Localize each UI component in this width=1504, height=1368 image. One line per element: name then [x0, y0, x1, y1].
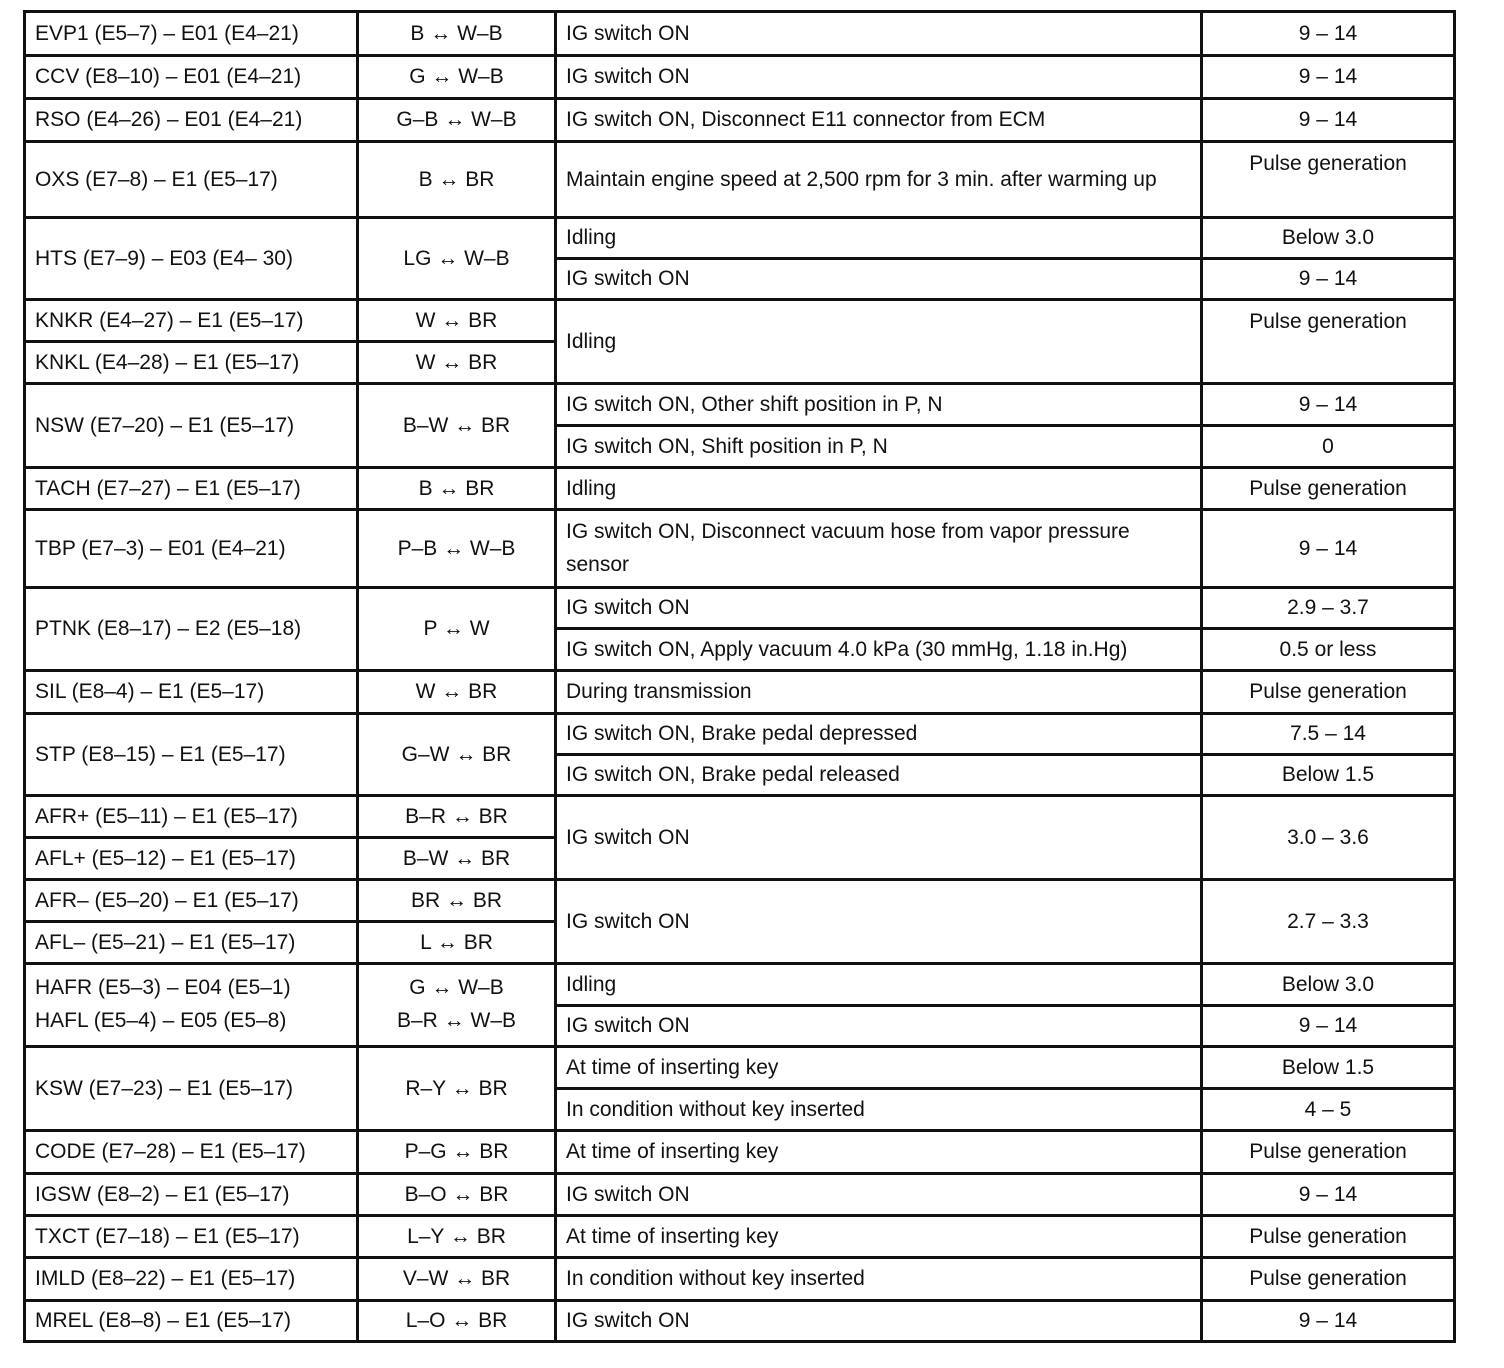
terminal-line: HAFL (E5–4) – E05 (E5–8) [35, 1009, 287, 1032]
condition-cell: IG switch ON [556, 56, 1202, 99]
table-row [25, 1047, 1455, 1089]
table-row [25, 1216, 1455, 1258]
spec-cell: 4 – 5 [1202, 1089, 1455, 1131]
table-row [25, 1301, 1455, 1342]
spec-cell: Pulse generation [1202, 1216, 1455, 1258]
table-row [25, 99, 1455, 142]
terminal-cell: TACH (E7–27) – E1 (E5–17) [25, 468, 358, 510]
table-row [25, 1131, 1455, 1174]
wiring-color-cell: B–R ↔ BR [358, 796, 556, 838]
condition-cell: In condition without key inserted [556, 1089, 1202, 1131]
condition-cell: IG switch ON [556, 1174, 1202, 1216]
spec-cell: 2.7 – 3.3 [1202, 880, 1455, 964]
condition-cell: IG switch ON [556, 12, 1202, 56]
table-row [25, 142, 1455, 218]
spec-cell: 0.5 or less [1202, 629, 1455, 671]
terminal-cell: RSO (E4–26) – E01 (E4–21) [25, 99, 358, 142]
terminal-cell: CCV (E8–10) – E01 (E4–21) [25, 56, 358, 99]
table-row [25, 300, 1455, 342]
terminal-line: HAFR (E5–3) – E04 (E5–1) [35, 976, 291, 1000]
spec-cell: Pulse generation [1202, 142, 1455, 218]
spec-cell: 7.5 – 14 [1202, 714, 1455, 755]
table-row [25, 384, 1455, 426]
wiring-color-cell: G–W ↔ BR [358, 714, 556, 796]
wiring-line: B–R ↔ W–B [396, 1009, 517, 1032]
spec-cell: 9 – 14 [1202, 1006, 1455, 1047]
terminal-cell: TXCT (E7–18) – E1 (E5–17) [25, 1216, 358, 1258]
wiring-color-cell: L–Y ↔ BR [358, 1216, 556, 1258]
spec-cell: Pulse generation [1202, 468, 1455, 510]
terminal-cell: AFL+ (E5–12) – E1 (E5–17) [25, 838, 358, 880]
wiring-color-cell: P–G ↔ BR [358, 1131, 556, 1174]
spec-cell: 9 – 14 [1202, 1301, 1455, 1342]
condition-cell: Idling [556, 300, 1202, 384]
condition-cell: At time of inserting key [556, 1047, 1202, 1089]
table-row [25, 796, 1455, 838]
table-row [25, 588, 1455, 629]
table-row [25, 671, 1455, 714]
spec-cell: 9 – 14 [1202, 99, 1455, 142]
terminal-cell: KSW (E7–23) – E1 (E5–17) [25, 1047, 358, 1131]
wiring-color-cell: W ↔ BR [358, 300, 556, 342]
wiring-color-cell: B–O ↔ BR [358, 1174, 556, 1216]
wiring-color-cell: W ↔ BR [358, 671, 556, 714]
wiring-color-cell: B ↔ BR [358, 468, 556, 510]
terminal-cell: PTNK (E8–17) – E2 (E5–18) [25, 588, 358, 671]
condition-cell: At time of inserting key [556, 1131, 1202, 1174]
terminal-cell: AFL– (E5–21) – E1 (E5–17) [25, 922, 358, 964]
spec-cell: 9 – 14 [1202, 56, 1455, 99]
condition-cell: IG switch ON, Apply vacuum 4.0 kPa (30 mmHg, 1.18 in.Hg) [556, 629, 1202, 671]
spec-cell: Pulse generation [1202, 1131, 1455, 1174]
spec-cell: 9 – 14 [1202, 259, 1455, 300]
terminal-cell: KNKR (E4–27) – E1 (E5–17) [25, 300, 358, 342]
wiring-color-cell: L–O ↔ BR [358, 1301, 556, 1342]
condition-cell: IG switch ON [556, 880, 1202, 964]
spec-cell: 0 [1202, 426, 1455, 468]
condition-cell: IG switch ON, Brake pedal depressed [556, 714, 1202, 755]
condition-cell: During transmission [556, 671, 1202, 714]
terminal-cell: KNKL (E4–28) – E1 (E5–17) [25, 342, 358, 384]
condition-cell: IG switch ON [556, 1006, 1202, 1047]
terminal-cell: IMLD (E8–22) – E1 (E5–17) [25, 1258, 358, 1301]
table-row [25, 964, 1455, 1006]
spec-cell: Below 1.5 [1202, 1047, 1455, 1089]
terminal-cell: AFR+ (E5–11) – E1 (E5–17) [25, 796, 358, 838]
wiring-color-cell: W ↔ BR [358, 342, 556, 384]
condition-cell: IG switch ON [556, 796, 1202, 880]
table-row [25, 714, 1455, 755]
wiring-color-cell: B ↔ W–B [358, 12, 556, 56]
condition-cell: IG switch ON [556, 588, 1202, 629]
spec-cell: 9 – 14 [1202, 510, 1455, 588]
wiring-color-cell: B ↔ BR [358, 142, 556, 218]
wiring-color-cell: BR ↔ BR [358, 880, 556, 922]
terminal-cell: OXS (E7–8) – E1 (E5–17) [25, 142, 358, 218]
condition-cell: Maintain engine speed at 2,500 rpm for 3 min. after warming up [556, 142, 1202, 218]
spec-cell: Below 1.5 [1202, 755, 1455, 796]
spec-cell: Pulse generation [1202, 300, 1455, 384]
wiring-color-cell: G ↔ W–B [358, 56, 556, 99]
table-row [25, 1258, 1455, 1301]
spec-cell: 3.0 – 3.6 [1202, 796, 1455, 880]
spec-cell: Pulse generation [1202, 671, 1455, 714]
condition-cell: IG switch ON, Other shift position in P, N [556, 384, 1202, 426]
spec-cell: 2.9 – 3.7 [1202, 588, 1455, 629]
terminal-cell: HTS (E7–9) – E03 (E4– 30) [25, 218, 358, 300]
spec-cell: Below 3.0 [1202, 218, 1455, 259]
table-row [25, 510, 1455, 588]
wiring-color-cell: B–W ↔ BR [358, 384, 556, 468]
table-row [25, 880, 1455, 922]
terminal-cell: STP (E8–15) – E1 (E5–17) [25, 714, 358, 796]
terminal-cell: IGSW (E8–2) – E1 (E5–17) [25, 1174, 358, 1216]
wiring-color-cell: R–Y ↔ BR [358, 1047, 556, 1131]
spec-cell: 9 – 14 [1202, 1174, 1455, 1216]
condition-cell: Idling [556, 218, 1202, 259]
wiring-color-cell: B–W ↔ BR [358, 838, 556, 880]
spec-cell: 9 – 14 [1202, 12, 1455, 56]
wiring-color-cell: LG ↔ W–B [358, 218, 556, 300]
table-row [25, 12, 1455, 56]
condition-cell: IG switch ON, Disconnect vacuum hose from vapor pressure sensor [556, 510, 1202, 588]
terminal-cell: AFR– (E5–20) – E1 (E5–17) [25, 880, 358, 922]
terminal-cell [25, 964, 358, 1047]
terminal-cell: MREL (E8–8) – E1 (E5–17) [25, 1301, 358, 1342]
terminal-cell: CODE (E7–28) – E1 (E5–17) [25, 1131, 358, 1174]
spec-cell: Pulse generation [1202, 1258, 1455, 1301]
wiring-color-cell: V–W ↔ BR [358, 1258, 556, 1301]
terminal-voltage-table [23, 10, 1456, 1343]
condition-cell: IG switch ON, Shift position in P, N [556, 426, 1202, 468]
wiring-color-cell: P ↔ W [358, 588, 556, 671]
wiring-color-cell: P–B ↔ W–B [358, 510, 556, 588]
spec-cell: Below 3.0 [1202, 964, 1455, 1006]
condition-cell: IG switch ON [556, 259, 1202, 300]
terminal-cell: TBP (E7–3) – E01 (E4–21) [25, 510, 358, 588]
condition-cell: Idling [556, 468, 1202, 510]
spec-cell: 9 – 14 [1202, 384, 1455, 426]
table-row [25, 1174, 1455, 1216]
terminal-cell: NSW (E7–20) – E1 (E5–17) [25, 384, 358, 468]
condition-cell: At time of inserting key [556, 1216, 1202, 1258]
terminal-cell: EVP1 (E5–7) – E01 (E4–21) [25, 12, 358, 56]
wiring-color-cell: L ↔ BR [358, 922, 556, 964]
condition-cell: IG switch ON [556, 1301, 1202, 1342]
condition-cell: IG switch ON, Disconnect E11 connector from ECM [556, 99, 1202, 142]
condition-cell: Idling [556, 964, 1202, 1006]
wiring-color-cell [358, 964, 556, 1047]
condition-cell: In condition without key inserted [556, 1258, 1202, 1301]
condition-cell: IG switch ON, Brake pedal released [556, 755, 1202, 796]
wiring-line: G ↔ W–B [409, 976, 504, 1000]
table-row [25, 218, 1455, 259]
terminal-cell: SIL (E8–4) – E1 (E5–17) [25, 671, 358, 714]
table-row [25, 56, 1455, 99]
table-row [25, 468, 1455, 510]
wiring-color-cell: G–B ↔ W–B [358, 99, 556, 142]
